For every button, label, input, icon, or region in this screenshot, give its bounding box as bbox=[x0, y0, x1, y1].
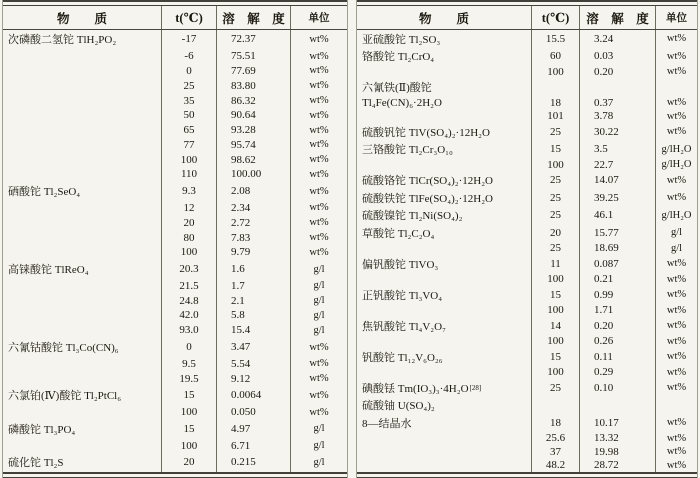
unit-cell: wt% bbox=[655, 317, 697, 335]
solubility-cell: 3.24 bbox=[579, 30, 655, 48]
solubility-cell: 10.17 bbox=[579, 414, 655, 432]
substance-cell bbox=[3, 405, 161, 420]
temperature-cell: 110 bbox=[161, 167, 216, 182]
substance-cell bbox=[3, 201, 161, 216]
substance-cell: 三铬酸铊 Tl₂Cr₃O₁₀ bbox=[362, 144, 453, 157]
temperature-cell: 15 bbox=[531, 348, 579, 366]
temperature-cell bbox=[531, 397, 579, 415]
substance-cell bbox=[3, 293, 161, 308]
solubility-cell: 90.64 bbox=[216, 108, 290, 123]
substance-cell: 六氯铂(Ⅳ)酸铊 Tl₂PtCl₆ bbox=[8, 390, 122, 403]
temperature-cell: 100 bbox=[161, 438, 216, 453]
table-row bbox=[357, 207, 697, 225]
substance-cell bbox=[3, 279, 161, 294]
solubility-cell: 2.1 bbox=[216, 293, 290, 308]
solubility-cell: 100.00 bbox=[216, 167, 290, 182]
substance-cell bbox=[3, 108, 161, 123]
unit-cell: wt% bbox=[290, 49, 347, 64]
unit-cell: wt% bbox=[290, 201, 347, 216]
solubility-cell: 15.77 bbox=[579, 224, 655, 242]
solubility-cell: 75.51 bbox=[216, 49, 290, 64]
table-row bbox=[357, 48, 697, 66]
temperature-cell: 100 bbox=[531, 273, 579, 287]
substance-cell bbox=[357, 432, 531, 446]
temperature-cell: 15.5 bbox=[531, 30, 579, 48]
unit-cell bbox=[655, 79, 697, 97]
table-row bbox=[357, 414, 697, 432]
unit-cell: wt% bbox=[290, 108, 347, 123]
unit-cell: wt% bbox=[655, 414, 697, 432]
unit-cell: wt% bbox=[290, 356, 347, 371]
substance-cell bbox=[3, 123, 161, 138]
solubility-cell: 0.215 bbox=[216, 453, 290, 472]
solubility-cell: 72.37 bbox=[216, 30, 290, 49]
substance-cell: 正钒酸铊 Tl₃VO₄ bbox=[362, 289, 443, 302]
table-row bbox=[3, 323, 347, 338]
solubility-cell: 6.71 bbox=[216, 438, 290, 453]
header-substance: 物 质 bbox=[56, 11, 107, 26]
unit-cell bbox=[655, 397, 697, 415]
substance-cell bbox=[3, 308, 161, 323]
unit-cell: wt% bbox=[290, 245, 347, 260]
temperature-cell: 93.0 bbox=[161, 323, 216, 338]
substance-cell: 硫酸镍铊 Tl₂Ni(SO₄)₂ bbox=[362, 210, 463, 223]
unit-cell: wt% bbox=[290, 386, 347, 405]
temperature-cell: 18 bbox=[531, 414, 579, 432]
solubility-cell: 22.7 bbox=[579, 158, 655, 172]
table-row bbox=[3, 453, 347, 472]
solubility-cell bbox=[579, 79, 655, 97]
table-row bbox=[357, 158, 697, 172]
unit-cell: wt% bbox=[290, 371, 347, 386]
unit-cell: g/lH₂O bbox=[655, 141, 697, 159]
temperature-cell: 42.0 bbox=[161, 308, 216, 323]
unit-cell: wt% bbox=[655, 348, 697, 366]
temperature-cell: 100 bbox=[161, 405, 216, 420]
solubility-cell: 5.8 bbox=[216, 308, 290, 323]
solubility-cell: 77.69 bbox=[216, 64, 290, 79]
substance-cell: 偏钒酸铊 TlVO₃ bbox=[362, 258, 439, 271]
solubility-cell: 18.69 bbox=[579, 242, 655, 256]
solubility-cell: 1.7 bbox=[216, 279, 290, 294]
unit-cell: wt% bbox=[655, 379, 697, 397]
substance-cell bbox=[357, 366, 531, 380]
table-header-row bbox=[357, 6, 697, 30]
substance-cell bbox=[3, 230, 161, 245]
substance-cell: 六氰钴酸铊 Tl₃Co(CN)₆ bbox=[8, 342, 119, 355]
unit-cell: wt% bbox=[655, 189, 697, 207]
bottom-double-rule bbox=[357, 472, 697, 478]
substance-cell bbox=[357, 65, 531, 79]
substance-cell bbox=[3, 245, 161, 260]
temperature-cell: 100 bbox=[531, 335, 579, 349]
solubility-cell: 0.21 bbox=[579, 273, 655, 287]
substance-cell bbox=[3, 137, 161, 152]
table-row bbox=[357, 123, 697, 141]
substance-cell bbox=[3, 438, 161, 453]
temperature-cell: 100 bbox=[531, 304, 579, 318]
table-row bbox=[3, 167, 347, 182]
solubility-cell: 2.34 bbox=[216, 201, 290, 216]
table-row bbox=[357, 335, 697, 349]
unit-cell: g/l bbox=[290, 260, 347, 279]
solubility-cell: 0.11 bbox=[579, 348, 655, 366]
substance-cell bbox=[3, 49, 161, 64]
substance-cell: 碘酸铥 Tm(IO₃)₃·4H₂O [28] bbox=[362, 382, 482, 395]
unit-cell: wt% bbox=[655, 366, 697, 380]
unit-cell: wt% bbox=[655, 459, 697, 473]
unit-cell: wt% bbox=[290, 93, 347, 108]
unit-cell: wt% bbox=[655, 286, 697, 304]
substance-cell bbox=[357, 110, 531, 124]
table-row bbox=[3, 30, 347, 49]
temperature-cell: -17 bbox=[161, 30, 216, 49]
substance-cell bbox=[3, 371, 161, 386]
unit-cell: wt% bbox=[655, 445, 697, 459]
unit-cell: wt% bbox=[290, 338, 347, 357]
solubility-cell: 86.32 bbox=[216, 93, 290, 108]
temperature-cell: 65 bbox=[161, 123, 216, 138]
unit-cell: g/l bbox=[290, 438, 347, 453]
unit-cell: wt% bbox=[655, 96, 697, 110]
temperature-cell: 50 bbox=[161, 108, 216, 123]
substance-cell: 焦钒酸铊 Tl₄V₂O₇ bbox=[362, 320, 446, 333]
header-substance: 物 质 bbox=[418, 11, 469, 26]
temperature-cell: 15 bbox=[161, 420, 216, 439]
solubility-table-left bbox=[2, 0, 348, 478]
table-body bbox=[3, 30, 347, 472]
header-temperature: t(℃) bbox=[161, 6, 216, 29]
temperature-cell: 20 bbox=[161, 215, 216, 230]
unit-cell: wt% bbox=[290, 215, 347, 230]
table-row bbox=[3, 293, 347, 308]
substance-cell bbox=[357, 158, 531, 172]
table-row bbox=[3, 201, 347, 216]
table-row bbox=[3, 137, 347, 152]
temperature-cell: 20.3 bbox=[161, 260, 216, 279]
table-row bbox=[3, 308, 347, 323]
temperature-cell: 100 bbox=[531, 65, 579, 79]
solubility-cell: 0.20 bbox=[579, 65, 655, 79]
solubility-cell: 0.087 bbox=[579, 255, 655, 273]
substance-cell: 硫酸铁铊 TlFe(SO₄)₂·12H₂O bbox=[362, 192, 493, 205]
solubility-cell: 7.83 bbox=[216, 230, 290, 245]
table-row bbox=[357, 273, 697, 287]
temperature-cell: 80 bbox=[161, 230, 216, 245]
temperature-cell: 100 bbox=[531, 158, 579, 172]
unit-cell: wt% bbox=[655, 110, 697, 124]
temperature-cell: 25.6 bbox=[531, 432, 579, 446]
solubility-cell: 2.08 bbox=[216, 182, 290, 201]
table-row bbox=[3, 123, 347, 138]
substance-cell: 草酸铊 Tl₂C₂O₄ bbox=[362, 227, 435, 240]
substance-cell bbox=[3, 356, 161, 371]
unit-cell: wt% bbox=[290, 137, 347, 152]
solubility-cell: 13.32 bbox=[579, 432, 655, 446]
table-row bbox=[3, 78, 347, 93]
unit-cell: g/l bbox=[290, 293, 347, 308]
solubility-cell: 3.78 bbox=[579, 110, 655, 124]
table-header-row bbox=[3, 6, 347, 30]
table-row bbox=[357, 141, 697, 159]
temperature-cell: 60 bbox=[531, 48, 579, 66]
table-row bbox=[357, 65, 697, 79]
solubility-cell: 0.10 bbox=[579, 379, 655, 397]
solubility-cell: 30.22 bbox=[579, 123, 655, 141]
temperature-cell bbox=[531, 79, 579, 97]
solubility-cell bbox=[579, 397, 655, 415]
substance-cell bbox=[3, 64, 161, 79]
substance-cell: 硫酸钒铊 TlV(SO₄)₂·12H₂O bbox=[362, 126, 490, 139]
unit-cell: wt% bbox=[655, 255, 697, 273]
table-row bbox=[3, 152, 347, 167]
temperature-cell: 14 bbox=[531, 317, 579, 335]
unit-cell: wt% bbox=[655, 335, 697, 349]
substance-cell: 硫酸铀 U(SO₄)₂ bbox=[362, 400, 435, 413]
unit-cell: g/l bbox=[655, 224, 697, 242]
temperature-cell: 0 bbox=[161, 64, 216, 79]
unit-cell: wt% bbox=[290, 405, 347, 420]
substance-cell: 六氰铁(Ⅱ)酸铊 bbox=[362, 82, 432, 95]
temperature-cell: 37 bbox=[531, 445, 579, 459]
table-row bbox=[3, 245, 347, 260]
unit-cell: wt% bbox=[290, 182, 347, 201]
table-row bbox=[357, 172, 697, 190]
substance-cell: 磷酸铊 Tl₃PO₄ bbox=[8, 423, 76, 436]
table-row bbox=[3, 371, 347, 386]
substance-cell: 高铼酸铊 TlReO₄ bbox=[8, 264, 89, 277]
table-row bbox=[357, 255, 697, 273]
header-temperature: t(℃) bbox=[531, 6, 579, 29]
temperature-cell: 77 bbox=[161, 137, 216, 152]
table-body bbox=[357, 30, 697, 472]
substance-cell bbox=[357, 242, 531, 256]
substance-cell bbox=[357, 304, 531, 318]
unit-cell: g/l bbox=[290, 420, 347, 439]
temperature-cell: 25 bbox=[531, 189, 579, 207]
unit-cell: wt% bbox=[655, 48, 697, 66]
temperature-cell: 25 bbox=[531, 123, 579, 141]
solubility-cell: 0.99 bbox=[579, 286, 655, 304]
solubility-cell: 0.20 bbox=[579, 317, 655, 335]
unit-cell: wt% bbox=[655, 273, 697, 287]
temperature-cell: 15 bbox=[161, 386, 216, 405]
temperature-cell: 25 bbox=[531, 172, 579, 190]
solubility-cell: 2.72 bbox=[216, 215, 290, 230]
substance-cell bbox=[3, 167, 161, 182]
temperature-cell: 15 bbox=[531, 141, 579, 159]
solubility-cell: 1.71 bbox=[579, 304, 655, 318]
table-row bbox=[3, 49, 347, 64]
substance-cell bbox=[357, 273, 531, 287]
table-row bbox=[3, 108, 347, 123]
bottom-double-rule bbox=[3, 472, 347, 478]
solubility-cell: 0.050 bbox=[216, 405, 290, 420]
solubility-cell: 5.54 bbox=[216, 356, 290, 371]
substance-cell: 8—结晶水 bbox=[362, 417, 412, 430]
table-row bbox=[357, 79, 697, 97]
temperature-cell: 35 bbox=[161, 93, 216, 108]
solubility-cell: 15.4 bbox=[216, 323, 290, 338]
solubility-cell: 4.97 bbox=[216, 420, 290, 439]
substance-cell bbox=[3, 152, 161, 167]
solubility-cell: 28.72 bbox=[579, 459, 655, 473]
table-row bbox=[3, 182, 347, 201]
table-row bbox=[3, 356, 347, 371]
substance-cell bbox=[3, 78, 161, 93]
unit-cell: g/l bbox=[290, 279, 347, 294]
table-row bbox=[357, 304, 697, 318]
solubility-cell: 19.98 bbox=[579, 445, 655, 459]
table-row bbox=[357, 445, 697, 459]
temperature-cell: 25 bbox=[531, 242, 579, 256]
table-row bbox=[3, 405, 347, 420]
unit-cell: g/l bbox=[655, 242, 697, 256]
temperature-cell: 18 bbox=[531, 96, 579, 110]
table-row bbox=[3, 230, 347, 245]
substance-cell bbox=[357, 335, 531, 349]
temperature-cell: 24.8 bbox=[161, 293, 216, 308]
solubility-cell: 9.79 bbox=[216, 245, 290, 260]
temperature-cell: 15 bbox=[531, 286, 579, 304]
temperature-cell: 11 bbox=[531, 255, 579, 273]
table-row bbox=[3, 279, 347, 294]
table-row bbox=[3, 93, 347, 108]
table-row bbox=[357, 379, 697, 397]
table-row bbox=[357, 189, 697, 207]
temperature-cell: 20 bbox=[531, 224, 579, 242]
unit-cell: wt% bbox=[290, 64, 347, 79]
table-row bbox=[357, 110, 697, 124]
substance-cell bbox=[357, 459, 531, 473]
table-row bbox=[3, 420, 347, 439]
solubility-cell: 14.07 bbox=[579, 172, 655, 190]
unit-cell: g/l bbox=[290, 453, 347, 472]
substance-cell: 硫酸铬铊 TlCr(SO₄)₂·12H₂O bbox=[362, 175, 493, 188]
substance-cell: 硒酸铊 Tl₂SeO₄ bbox=[8, 186, 81, 199]
temperature-cell: 48.2 bbox=[531, 459, 579, 473]
unit-cell: wt% bbox=[655, 172, 697, 190]
solubility-cell: 98.62 bbox=[216, 152, 290, 167]
temperature-cell: 25 bbox=[531, 379, 579, 397]
substance-cell: Tl₄Fe(CN)₆·2H₂O bbox=[362, 96, 442, 109]
substance-cell: 硫化铊 Tl₂S bbox=[8, 457, 64, 470]
unit-cell: wt% bbox=[290, 78, 347, 93]
unit-cell: wt% bbox=[290, 30, 347, 49]
temperature-cell: 25 bbox=[161, 78, 216, 93]
table-row bbox=[357, 317, 697, 335]
substance-cell: 次磷酸二氢铊 TlH₂PO₂ bbox=[8, 34, 117, 47]
temperature-cell: -6 bbox=[161, 49, 216, 64]
header-solubility: 溶 解 度 bbox=[216, 6, 290, 29]
temperature-cell: 19.5 bbox=[161, 371, 216, 386]
substance-cell bbox=[3, 323, 161, 338]
substance-cell: 钒酸铊 Tl₁₂V₆O₂₆ bbox=[362, 351, 443, 364]
solubility-cell: 83.80 bbox=[216, 78, 290, 93]
solubility-cell: 9.12 bbox=[216, 371, 290, 386]
solubility-cell: 0.0064 bbox=[216, 386, 290, 405]
solubility-cell: 39.25 bbox=[579, 189, 655, 207]
unit-cell: g/l bbox=[290, 323, 347, 338]
solubility-cell: 95.74 bbox=[216, 137, 290, 152]
solubility-cell: 0.37 bbox=[579, 96, 655, 110]
header-unit: 单位 bbox=[290, 6, 347, 29]
table-row bbox=[357, 224, 697, 242]
unit-cell: wt% bbox=[655, 30, 697, 48]
solubility-cell: 3.5 bbox=[579, 141, 655, 159]
table-row bbox=[3, 338, 347, 357]
temperature-cell: 9.5 bbox=[161, 356, 216, 371]
header-solubility: 溶 解 度 bbox=[579, 6, 655, 29]
substance-cell bbox=[3, 215, 161, 230]
unit-cell: g/lH₂O bbox=[655, 207, 697, 225]
table-row bbox=[357, 459, 697, 473]
temperature-cell: 100 bbox=[161, 152, 216, 167]
temperature-cell: 100 bbox=[531, 366, 579, 380]
unit-cell: wt% bbox=[655, 65, 697, 79]
table-row bbox=[357, 242, 697, 256]
solubility-cell: 0.03 bbox=[579, 48, 655, 66]
temperature-cell: 101 bbox=[531, 110, 579, 124]
unit-cell: wt% bbox=[655, 304, 697, 318]
unit-cell: wt% bbox=[290, 123, 347, 138]
unit-cell: g/l bbox=[290, 308, 347, 323]
unit-cell: wt% bbox=[290, 167, 347, 182]
table-row bbox=[3, 260, 347, 279]
solubility-cell: 1.6 bbox=[216, 260, 290, 279]
solubility-table-right bbox=[356, 0, 698, 478]
table-row bbox=[357, 348, 697, 366]
table-row bbox=[3, 386, 347, 405]
solubility-cell: 93.28 bbox=[216, 123, 290, 138]
solubility-cell: 3.47 bbox=[216, 338, 290, 357]
table-row bbox=[357, 432, 697, 446]
table-row bbox=[3, 215, 347, 230]
temperature-cell: 25 bbox=[531, 207, 579, 225]
table-row bbox=[357, 96, 697, 110]
temperature-cell: 9.3 bbox=[161, 182, 216, 201]
unit-cell: wt% bbox=[290, 230, 347, 245]
header-unit: 单位 bbox=[655, 6, 697, 29]
unit-cell: wt% bbox=[655, 432, 697, 446]
substance-cell bbox=[357, 445, 531, 459]
solubility-cell: 46.1 bbox=[579, 207, 655, 225]
unit-cell: wt% bbox=[290, 152, 347, 167]
table-row bbox=[3, 438, 347, 453]
substance-cell: 亚硫酸铊 Tl₂SO₃ bbox=[362, 33, 441, 46]
unit-cell: g/lH₂O bbox=[655, 158, 697, 172]
table-row bbox=[357, 286, 697, 304]
unit-cell: wt% bbox=[655, 123, 697, 141]
table-row bbox=[3, 64, 347, 79]
substance-cell bbox=[3, 93, 161, 108]
table-row bbox=[357, 30, 697, 48]
substance-cell: 铬酸铊 Tl₂CrO₄ bbox=[362, 51, 435, 64]
temperature-cell: 0 bbox=[161, 338, 216, 357]
solubility-cell: 0.29 bbox=[579, 366, 655, 380]
table-row bbox=[357, 397, 697, 415]
temperature-cell: 12 bbox=[161, 201, 216, 216]
temperature-cell: 20 bbox=[161, 453, 216, 472]
temperature-cell: 100 bbox=[161, 245, 216, 260]
temperature-cell: 21.5 bbox=[161, 279, 216, 294]
table-row bbox=[357, 366, 697, 380]
solubility-cell: 0.26 bbox=[579, 335, 655, 349]
